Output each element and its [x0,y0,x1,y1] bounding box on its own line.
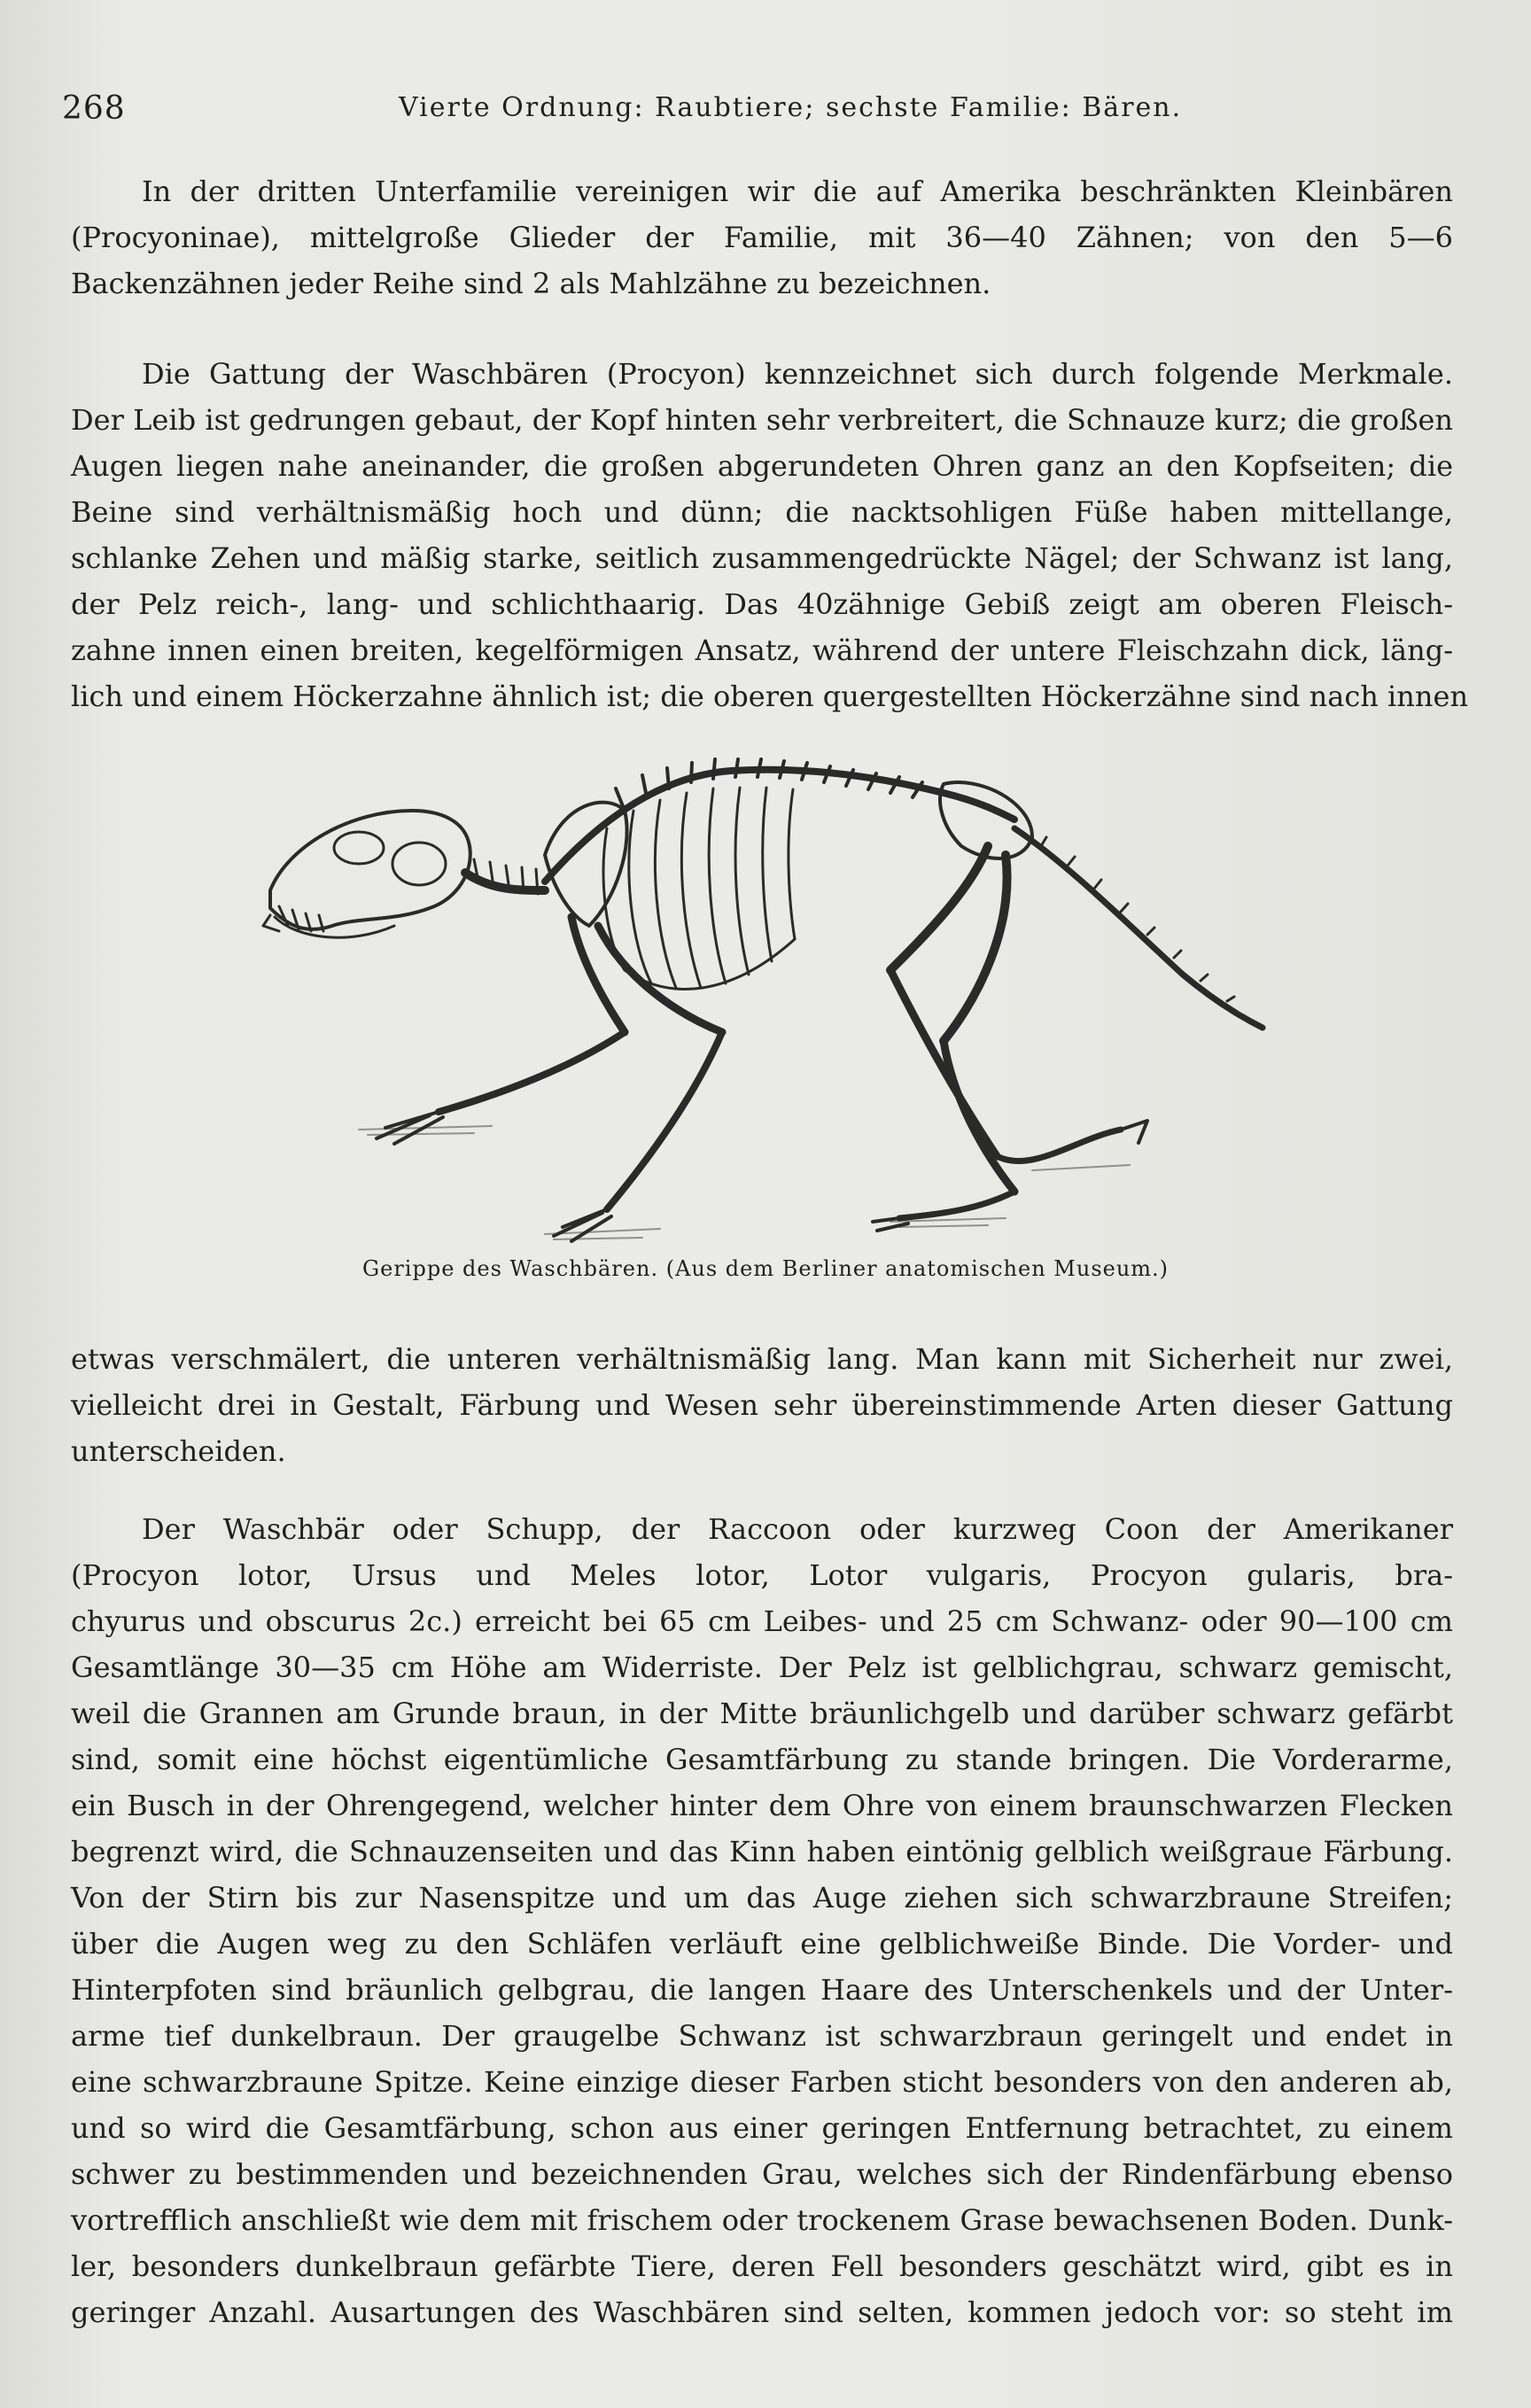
text-line: eine schwarzbraune Spitze. Keine einzige dieser Farben sticht besonders von den anderen ab, [71,2065,1453,2099]
text-line: sind, somit eine höchst eigentümliche Gesamtfärbung zu stande bringen. Die Vorderarme, [71,1743,1453,1776]
text-line: Von der Stirn bis zur Nasenspitze und um das Auge ziehen sich schwarzbraune Streifen; [71,1881,1453,1915]
text-line: geringer Anzahl. Ausartungen des Waschbären sind selten, kommen jedoch vor: so steht im [71,2295,1453,2329]
figure-caption: Gerippe des Waschbären. (Aus dem Berliner anatomischen Museum.) [361,1256,1170,1281]
text-line: begrenzt wird, die Schnauzenseiten und das Kinn haben eintönig gelblich weißgraue Färbung. [71,1835,1453,1868]
text-line: In der dritten Unterfamilie vereinigen wir die auf Amerika beschränkten Kleinbären [142,175,1453,208]
text-line: Beine sind verhältnismäßig hoch und dünn; die nacktsohligen Füße haben mittellange, [71,495,1453,529]
paragraph-kleinbaeren [71,168,1453,307]
text-line: Backenzähnen jeder Reihe sind 2 als Mahlzähne zu bezeichnen. [71,267,991,300]
paragraph-text [71,168,1453,307]
text-line: vielleicht drei in Gestalt, Färbung und Wesen sehr übereinstimmende Arten dieser Gattung [71,1388,1453,1422]
text-line: vortrefflich anschließt wie dem mit frischem oder trockenem Grase bewachsenen Boden. Dunk- [71,2203,1453,2237]
text-line: arme tief dunkelbraun. Der graugelbe Schwanz ist schwarzbraun geringelt und endet in [71,2019,1453,2053]
text-line: und so wird die Gesamtfärbung, schon aus einer geringen Entfernung betrachtet, zu einem [71,2111,1453,2145]
text-line: lich und einem Höckerzahne ähnlich ist; die oberen quergestellten Höckerzähne sind nach innen [71,680,1469,713]
text-line: (Procyon lotor, Ursus und Meles lotor, Lotor vulgaris, Procyon gularis, bra- [71,1558,1453,1592]
paragraph-waschbaer [71,1506,1453,2335]
page-number: 268 [62,90,126,127]
text-line: Hinterpfoten sind bräunlich gelbgrau, die langen Haare des Unterschenkels und der Unter- [71,1973,1453,2007]
paragraph-text [71,351,1469,719]
text-line: Der Waschbär oder Schupp, der Raccoon oder kurzweg Coon der Amerikaner [142,1512,1453,1546]
text-line: der Pelz reich-, lang- und schlichthaarig. Das 40zähnige Gebiß zeigt am oberen Fleisch- [71,587,1453,621]
text-line: ler, besonders dunkelbraun gefärbte Tiere, deren Fell besonders geschätzt wird, gibt es in [71,2249,1453,2283]
text-line: schwer zu bestimmenden und bezeichnenden Grau, welches sich der Rindenfärbung ebenso [71,2157,1453,2191]
raccoon-skeleton-illustration [253,749,1271,1254]
skeleton-figure [253,749,1271,1254]
text-line: weil die Grannen am Grunde braun, in der Mitte bräunlichgelb und darüber schwarz gefärbt [71,1697,1453,1730]
paragraph-text [71,1506,1453,2335]
text-line: etwas verschmälert, die unteren verhältnismäßig lang. Man kann mit Sicherheit nur zwei, [71,1342,1453,1376]
text-line: Die Gattung der Waschbären (Procyon) kennzeichnet sich durch folgende Merkmale. [142,357,1453,391]
text-line: (Procyoninae), mittelgroße Glieder der Familie, mit 36—40 Zähnen; von den 5—6 [71,221,1453,254]
text-line: Der Leib ist gedrungen gebaut, der Kopf hinten sehr verbreitert, die Schnauze kurz; die großen [71,403,1453,437]
text-line: Augen liegen nahe aneinander, die großen abgerundeten Ohren ganz an den Kopfseiten; die [71,449,1453,483]
paragraph-gattung-continued [71,1336,1453,1474]
text-line: über die Augen weg zu den Schläfen verläuft eine gelblichweiße Binde. Die Vorder- und [71,1927,1453,1961]
text-line: ein Busch in der Ohrengegend, welcher hinter dem Ohre von einem braunschwarzen Flecken [71,1789,1453,1822]
text-line: Gesamtlänge 30—35 cm Höhe am Widerriste. Der Pelz ist gelblichgrau, schwarz gemischt, [71,1651,1453,1684]
paragraph-text [71,1336,1453,1474]
page-header [62,90,1460,135]
text-line: schlanke Zehen und mäßig starke, seitlich zusammengedrückte Nägel; der Schwanz ist lang, [71,541,1453,575]
running-head: Vierte Ordnung: Raubtiere; sechste Familie: Bären. [399,92,1183,123]
paragraph-gattung [71,351,1469,719]
text-line: unterscheiden. [71,1434,286,1468]
text-line: zahne innen einen breiten, kegelförmigen Ansatz, während der untere Fleischzahn dick, läng- [71,633,1453,667]
text-line: chyurus und obscurus 2c.) erreicht bei 65 cm Leibes- und 25 cm Schwanz- oder 90—100 cm [71,1604,1453,1638]
